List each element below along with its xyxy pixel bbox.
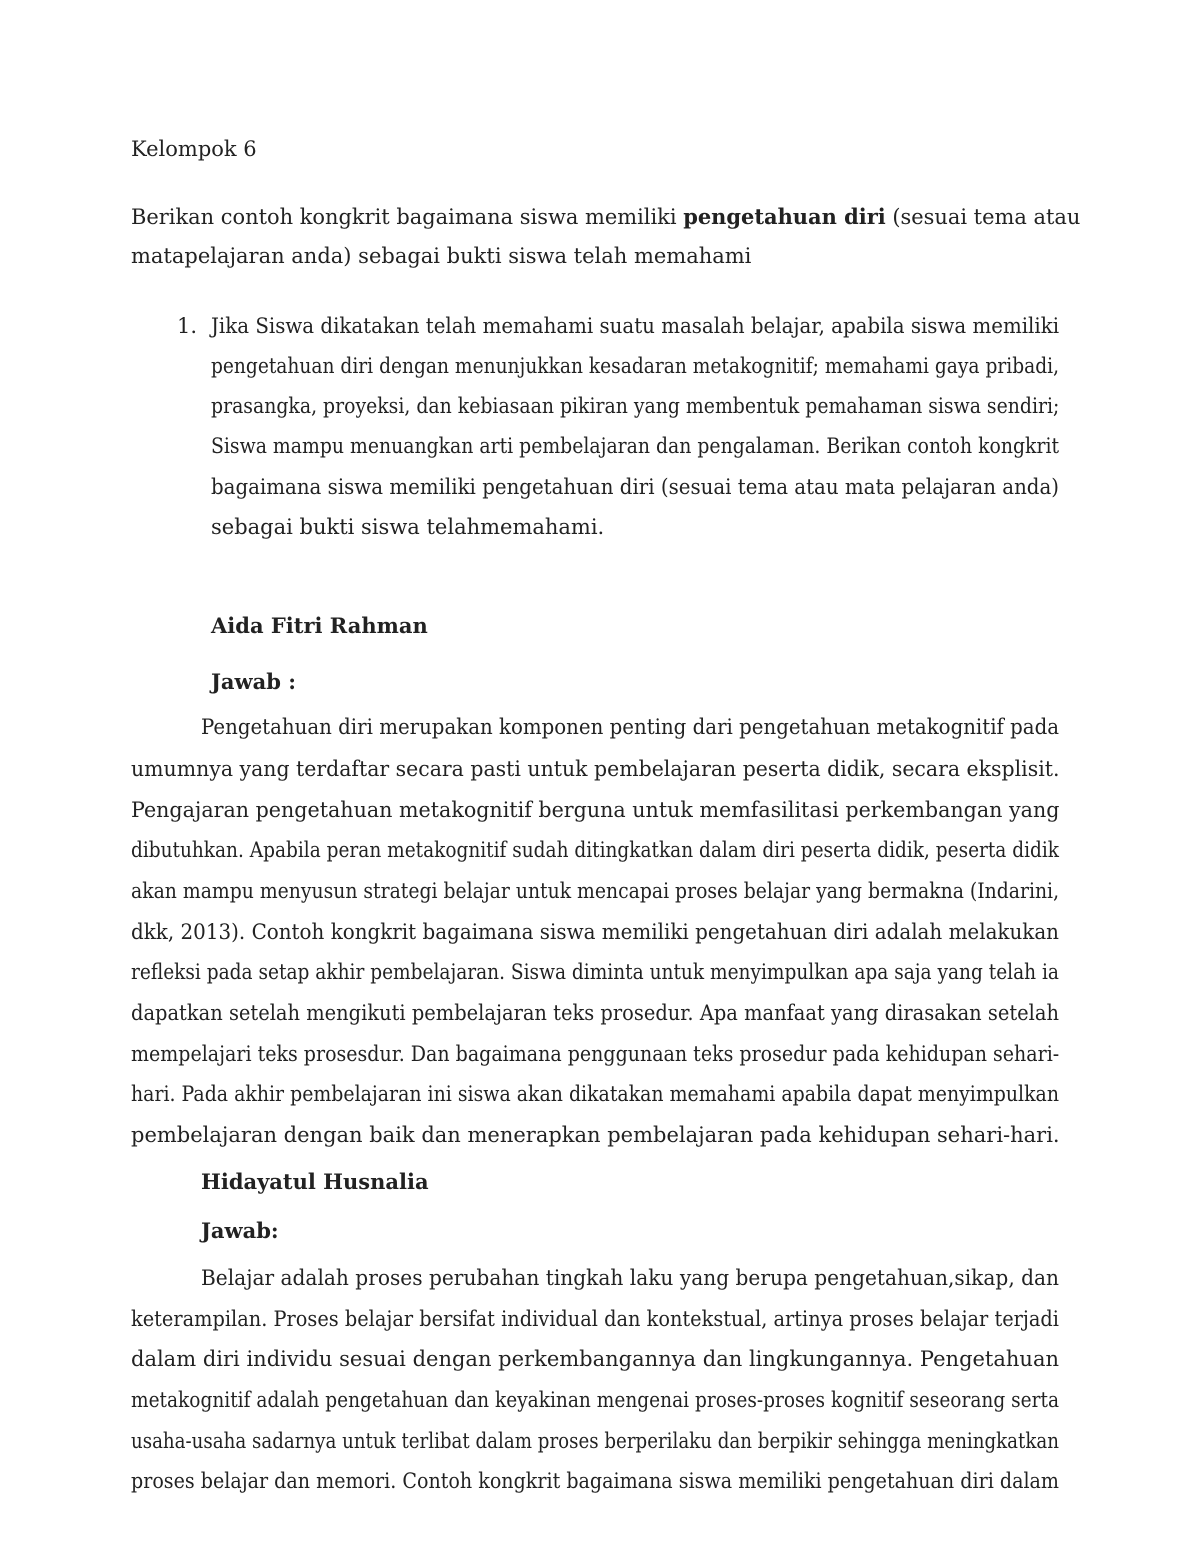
prompt-bold-term: pengetahuan diri [683, 204, 886, 229]
answer-line: dalam diri individu sesuai dengan perkembangannya dan lingkungannya. Pengetahuan [131, 1347, 1059, 1371]
answer-label: Jawab : [211, 669, 296, 694]
prompt-text-pre: Berikan contoh kongkrit bagaimana siswa memiliki [131, 205, 684, 229]
answer-line: akan mampu menyusun strategi belajar untuk mencapai proses belajar yang bermakna (Indarini, [131, 879, 1060, 903]
list-item-line: Jika Siswa dikatakan telah memahami suatu masalah belajar, apabila siswa memiliki [211, 314, 1060, 338]
answer-line: Pengetahuan diri merupakan komponen penting dari pengetahuan metakognitif pada [201, 715, 1059, 739]
answer-label: Jawab: [201, 1218, 279, 1243]
prompt-text-post: (sesuai tema atau [885, 205, 1081, 229]
list-number: 1. [177, 314, 198, 338]
list-item-line: bagaimana siswa memiliki pengetahuan diri (sesuai tema atau mata pelajaran anda) [211, 475, 1059, 499]
answer-line: proses belajar dan memori. Contoh kongkrit bagaimana siswa memiliki pengetahuan diri dalam [131, 1469, 1059, 1493]
answer-line: mempelajari teks prosesdur. Dan bagaimana penggunaan teks prosedur pada kehidupan sehari- [131, 1042, 1060, 1066]
prompt-line-2: matapelajaran anda) sebagai bukti siswa telah memahami [131, 244, 752, 268]
prompt-line-1 [131, 206, 1080, 228]
list-item-line: Siswa mampu menuangkan arti pembelajaran dan pengalaman. Berikan contoh kongkrit [211, 434, 1060, 458]
answer-line: dibutuhkan. Apabila peran metakognitif sudah ditingkatkan dalam diri peserta didik, peserta didik [131, 838, 1059, 862]
answer-line: usaha-usaha sadarnya untuk terlibat dalam proses berperilaku dan berpikir sehingga meningkatkan [131, 1429, 1059, 1453]
list-item-line: pengetahuan diri dengan menunjukkan kesadaran metakognitif; memahami gaya pribadi, [211, 354, 1059, 378]
group-title: Kelompok 6 [131, 137, 257, 161]
answer-author-name: Hidayatul Husnalia [201, 1169, 429, 1194]
answer-line: dkk, 2013). Contoh kongkrit bagaimana siswa memiliki pengetahuan diri adalah melakukan [131, 920, 1059, 944]
answer-line: hari. Pada akhir pembelajaran ini siswa akan dikatakan memahami apabila dapat menyimpulkan [131, 1082, 1059, 1106]
answer-author-name: Aida Fitri Rahman [211, 613, 428, 638]
answer-line: Belajar adalah proses perubahan tingkah laku yang berupa pengetahuan,sikap, dan [201, 1266, 1060, 1290]
list-item-line: sebagai bukti siswa telahmemahami. [211, 515, 605, 539]
answer-line: Pengajaran pengetahuan metakognitif berguna untuk memfasilitasi perkembangan yang [131, 798, 1060, 822]
answer-line: dapatkan setelah mengikuti pembelajaran teks prosedur. Apa manfaat yang dirasakan setelah [131, 1001, 1059, 1025]
answer-line: umumnya yang terdaftar secara pasti untuk pembelajaran peserta didik, secara eksplisit. [131, 757, 1060, 781]
answer-line: keterampilan. Proses belajar bersifat individual dan kontekstual, artinya proses belajar terjadi [131, 1307, 1059, 1331]
list-item-line: prasangka, proyeksi, dan kebiasaan pikiran yang membentuk pemahaman siswa sendiri; [211, 394, 1060, 418]
answer-line: pembelajaran dengan baik dan menerapkan pembelajaran pada kehidupan sehari-hari. [131, 1123, 1060, 1147]
answer-line: metakognitif adalah pengetahuan dan keyakinan mengenai proses-proses kognitif seseorang serta [131, 1388, 1059, 1412]
answer-line: refleksi pada setap akhir pembelajaran. Siswa diminta untuk menyimpulkan apa saja yang telah ia [131, 960, 1059, 984]
